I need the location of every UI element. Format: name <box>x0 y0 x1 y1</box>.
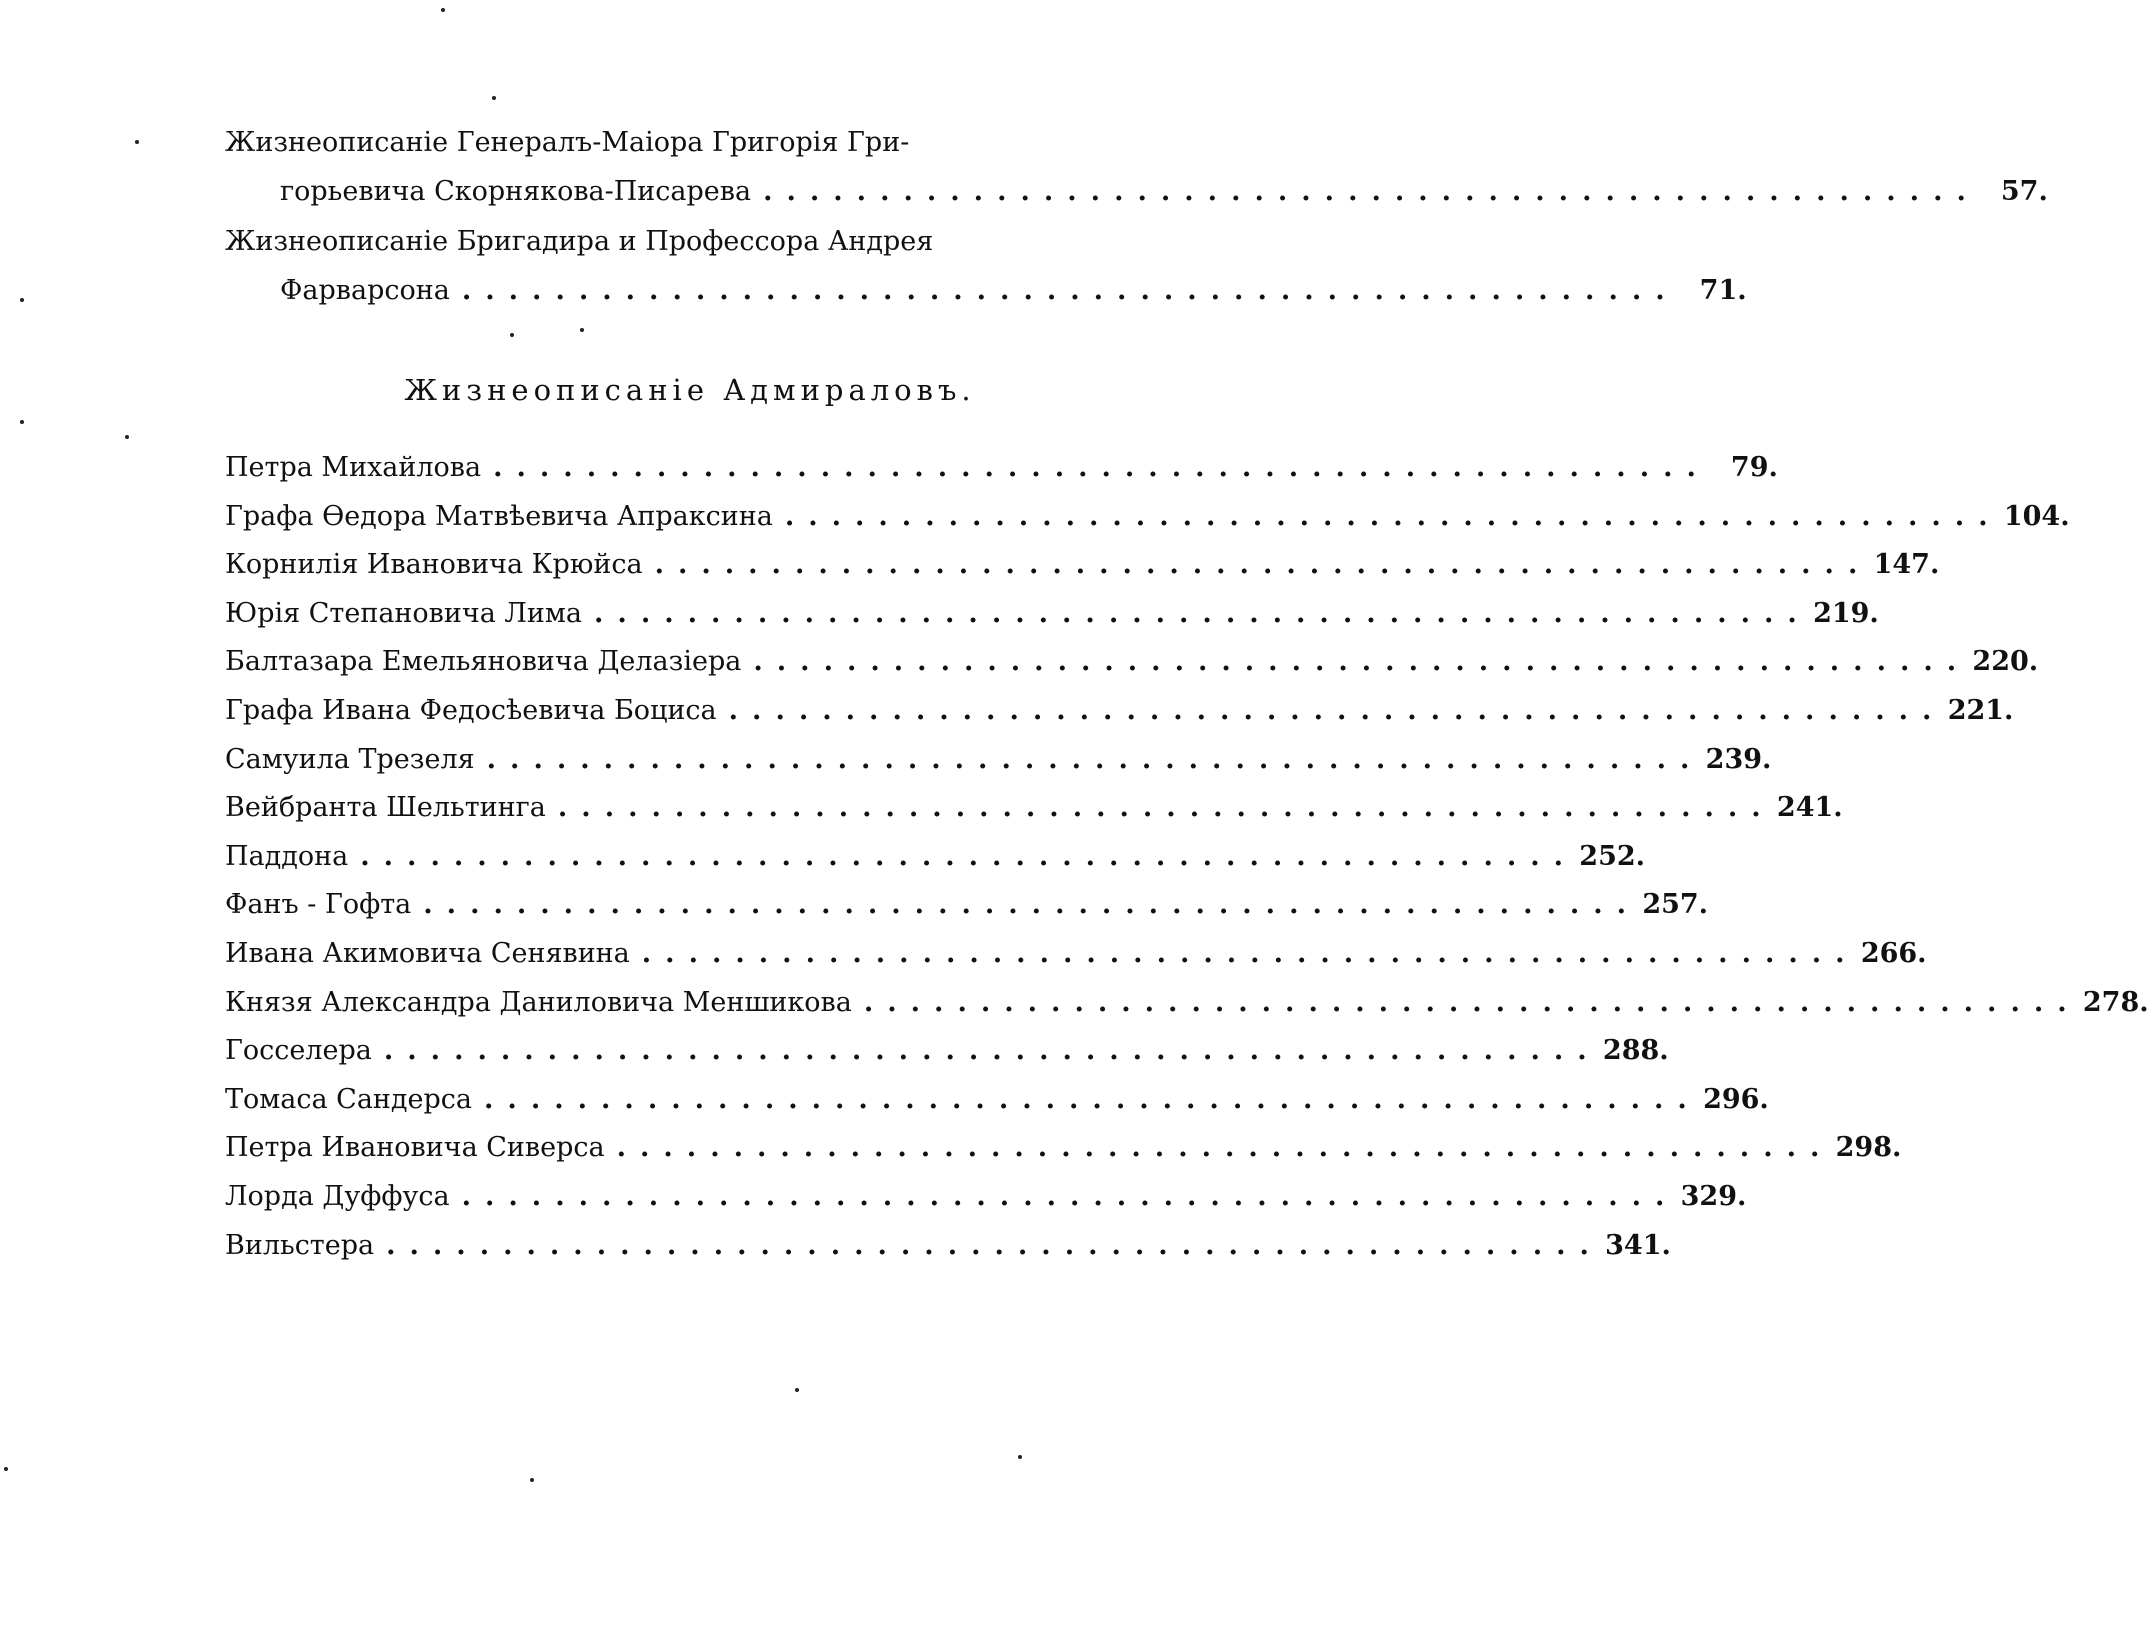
intro-entry-title: Жизнеописаніе Бригадира и Профессора Андрея <box>225 226 934 257</box>
entry-name: Князя Александра Даниловича Меншикова <box>225 987 852 1018</box>
scan-speck <box>125 435 129 439</box>
page-number: 252. <box>1579 841 1646 872</box>
entry-name: Петра Ивановича Сиверса <box>225 1132 605 1163</box>
toc-entry <box>225 448 1778 488</box>
intro-entry-title: Жизнеописаніе Генералъ-Маіора Григорія Гри- <box>225 127 910 158</box>
scan-speck <box>492 96 496 100</box>
dot-leader: .................................................... <box>654 549 1872 580</box>
toc-entry <box>225 740 1772 780</box>
page-number: 266. <box>1860 938 1927 969</box>
entry-name: Вейбранта Шельтинга <box>225 792 546 823</box>
entry-name: Ивана Акимовича Сенявина <box>225 938 630 969</box>
entry-name: Графа Өедора Матвѣевича Апраксина <box>225 501 773 532</box>
toc-entry <box>225 545 1940 585</box>
entry-name: Балтазара Емельяновича Делазіера <box>225 646 742 677</box>
dot-leader: .................................................... <box>763 176 1980 207</box>
dot-leader: .................................................... <box>486 744 1704 775</box>
toc-entry <box>225 1031 1669 1071</box>
toc-entry <box>225 934 1927 974</box>
page-number: 104. <box>2003 501 2070 532</box>
dot-leader: .................................................... <box>641 938 1859 969</box>
toc-entry <box>225 691 2014 731</box>
page-number: 296. <box>1703 1084 1769 1115</box>
entry-name: Госселера <box>225 1035 372 1066</box>
dot-leader: .................................................... <box>360 841 1578 872</box>
scan-speck <box>1018 1455 1022 1459</box>
toc-entry <box>225 497 2070 537</box>
page-number: 241. <box>1776 792 1843 823</box>
toc-entry <box>225 983 2149 1023</box>
dot-leader: .................................................... <box>557 792 1775 823</box>
entry-name: Паддона <box>225 841 349 872</box>
dot-leader: .................................................... <box>386 1230 1603 1261</box>
intro-entry-line <box>225 271 1747 311</box>
scan-speck <box>20 420 24 424</box>
dot-leader: .................................................... <box>461 1181 1679 1212</box>
toc-entry <box>225 642 2039 682</box>
page-number: 57. <box>2000 176 2048 207</box>
dot-leader: .................................................... <box>493 452 1710 483</box>
page-number: 79. <box>1730 452 1778 483</box>
page-number: 71. <box>1699 275 1747 306</box>
toc-entry <box>225 1128 1902 1168</box>
toc-entry <box>225 1080 1769 1120</box>
entry-name: Самуила Трезеля <box>225 744 475 775</box>
dot-leader: .................................................... <box>461 275 1679 306</box>
scan-speck <box>4 1467 8 1471</box>
scan-speck <box>135 140 139 144</box>
toc-entry <box>225 594 1879 634</box>
scan-speck <box>580 328 584 332</box>
toc-entry <box>225 885 1709 925</box>
intro-entry-line <box>225 172 2048 212</box>
entry-name: Томаса Сандерса <box>225 1084 473 1115</box>
page-number: 329. <box>1680 1181 1747 1212</box>
entry-name: Фанъ - Гофта <box>225 889 412 920</box>
page-number: 219. <box>1813 598 1879 629</box>
scan-speck <box>530 1478 534 1482</box>
toc-entry <box>225 837 1646 877</box>
dot-leader: .................................................... <box>863 987 2081 1018</box>
entry-name: Лорда Дуффуса <box>225 1181 450 1212</box>
toc-entry <box>225 1177 1747 1217</box>
dot-leader: .................................................... <box>484 1084 1701 1115</box>
dot-leader: .................................................... <box>728 695 1946 726</box>
intro-entry-title-cont: Фарварсона <box>280 275 450 306</box>
page-number: 257. <box>1642 889 1709 920</box>
intro-entry-line <box>225 123 1065 163</box>
dot-leader: .................................................... <box>753 646 1971 677</box>
dot-leader: .................................................... <box>594 598 1811 629</box>
scan-speck <box>20 298 24 302</box>
dot-leader: .................................................... <box>383 1035 1601 1066</box>
toc-entry <box>225 1226 1671 1266</box>
scan-speck <box>795 1388 799 1392</box>
entry-name: Графа Ивана Федосѣевича Боциса <box>225 695 717 726</box>
page-number: 298. <box>1835 1132 1902 1163</box>
entry-name: Юрія Степановича Лима <box>225 598 583 629</box>
page-number: 239. <box>1705 744 1772 775</box>
page-number: 278. <box>2082 987 2149 1018</box>
scan-speck <box>510 333 514 337</box>
intro-entry-line <box>225 222 1065 262</box>
dot-leader: .................................................... <box>616 1132 1834 1163</box>
page-number: 147. <box>1873 549 1940 580</box>
toc-entry <box>225 788 1843 828</box>
page-number: 221. <box>1947 695 2014 726</box>
intro-entry-title-cont: горьевича Скорнякова-Писарева <box>280 176 752 207</box>
page-number: 220. <box>1972 646 2039 677</box>
entry-name: Вильстера <box>225 1230 375 1261</box>
section-heading: Жизнеописаніе Адмираловъ. <box>404 373 976 407</box>
page-number: 288. <box>1602 1035 1669 1066</box>
dot-leader: .................................................... <box>423 889 1641 920</box>
dot-leader: .................................................... <box>784 501 2002 532</box>
entry-name: Корнилія Ивановича Крюйса <box>225 549 643 580</box>
entry-name: Петра Михайлова <box>225 452 482 483</box>
scan-speck <box>441 8 445 12</box>
page-number: 341. <box>1605 1230 1671 1261</box>
